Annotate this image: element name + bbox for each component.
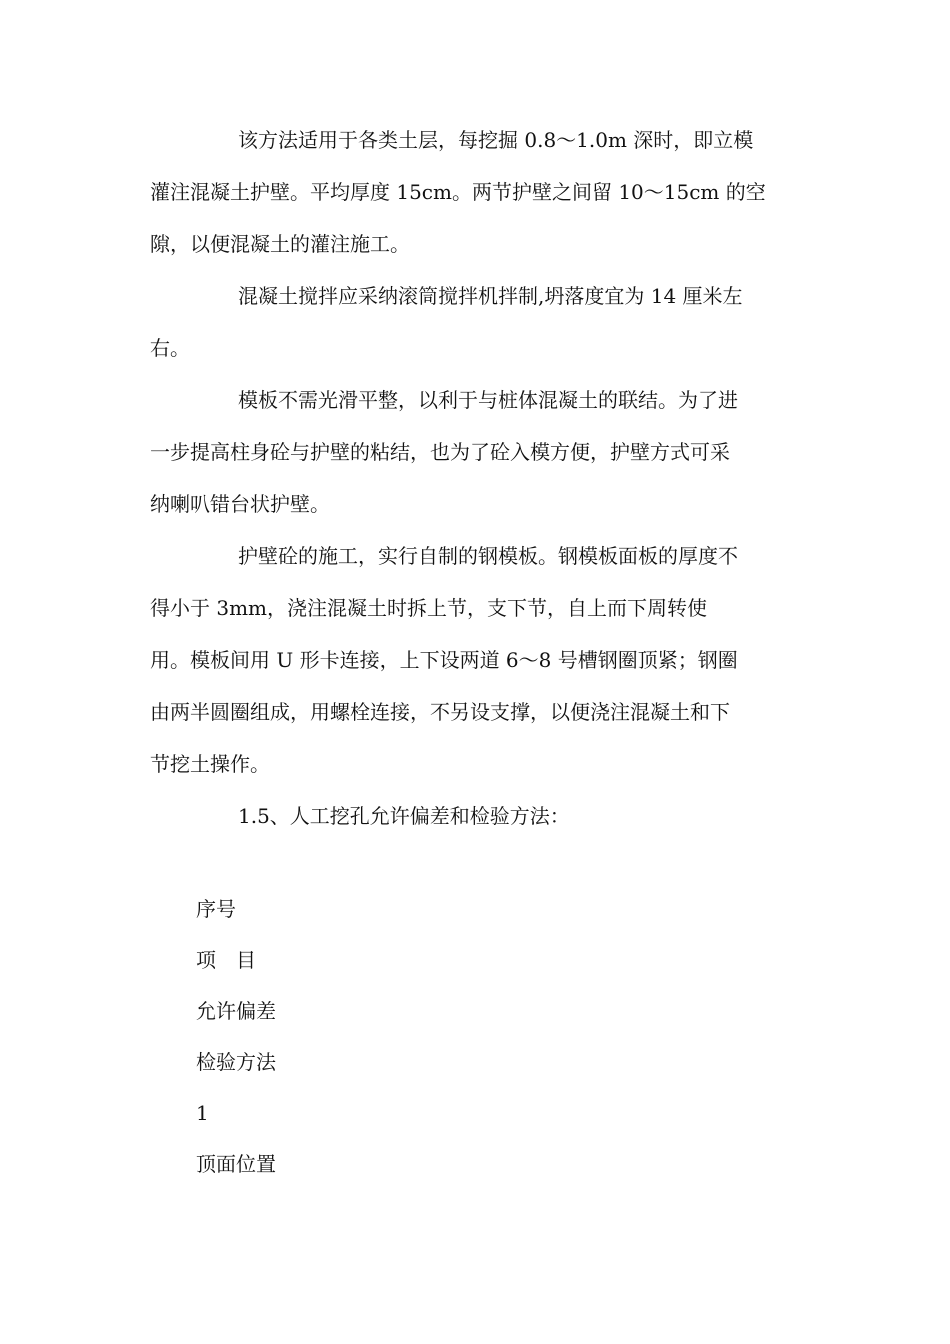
tolerance-table	[196, 884, 596, 1190]
text-line: 一步提高柱身砼与护壁的粘结，也为了砼入模方便，护壁方式可采	[150, 440, 730, 464]
table-header-method: 检验方法	[196, 1050, 276, 1074]
text-line: 用。模板间用 U 形卡连接，上下设两道 6～8 号槽钢圈顶紧；钢圈	[150, 648, 738, 672]
text-line: 灌注混凝土护壁。平均厚度 15cm。两节护壁之间留 10～15cm 的空	[150, 180, 766, 204]
paragraph-steel-formwork	[150, 530, 806, 790]
paragraph-method	[150, 114, 806, 270]
text-line: 纳喇叭错台状护壁。	[150, 492, 330, 516]
text-line: 右。	[150, 336, 190, 360]
text-line: 混凝土搅拌应采纳滚筒搅拌机拌制,坍落度宜为 14 厘米左	[238, 284, 743, 308]
section-heading: 1.5、人工挖孔允许偏差和检验方法：	[238, 804, 570, 828]
table-cell-item: 顶面位置	[196, 1152, 276, 1176]
body-text	[150, 114, 806, 842]
paragraph-mixing	[150, 270, 806, 374]
text-line: 该方法适用于各类土层，每挖掘 0.8～1.0m 深时，即立模	[238, 128, 754, 152]
text-line: 得小于 3mm，浇注混凝土时拆上节，支下节，自上而下周转使	[150, 596, 708, 620]
table-header-item: 项 目	[196, 948, 256, 972]
text-line: 隙，以便混凝土的灌注施工。	[150, 232, 410, 256]
text-line: 由两半圆圈组成，用螺栓连接，不另设支撑，以便浇注混凝土和下	[150, 700, 730, 724]
paragraph-formwork	[150, 374, 806, 530]
text-line: 节挖土操作。	[150, 752, 270, 776]
table-cell-index: 1	[196, 1101, 209, 1125]
text-line: 模板不需光滑平整，以利于与桩体混凝土的联结。为了进	[238, 388, 738, 412]
table-header-index: 序号	[196, 897, 236, 921]
text-line: 护壁砼的施工，实行自制的钢模板。钢模板面板的厚度不	[238, 544, 738, 568]
table-header-tolerance: 允许偏差	[196, 999, 276, 1023]
